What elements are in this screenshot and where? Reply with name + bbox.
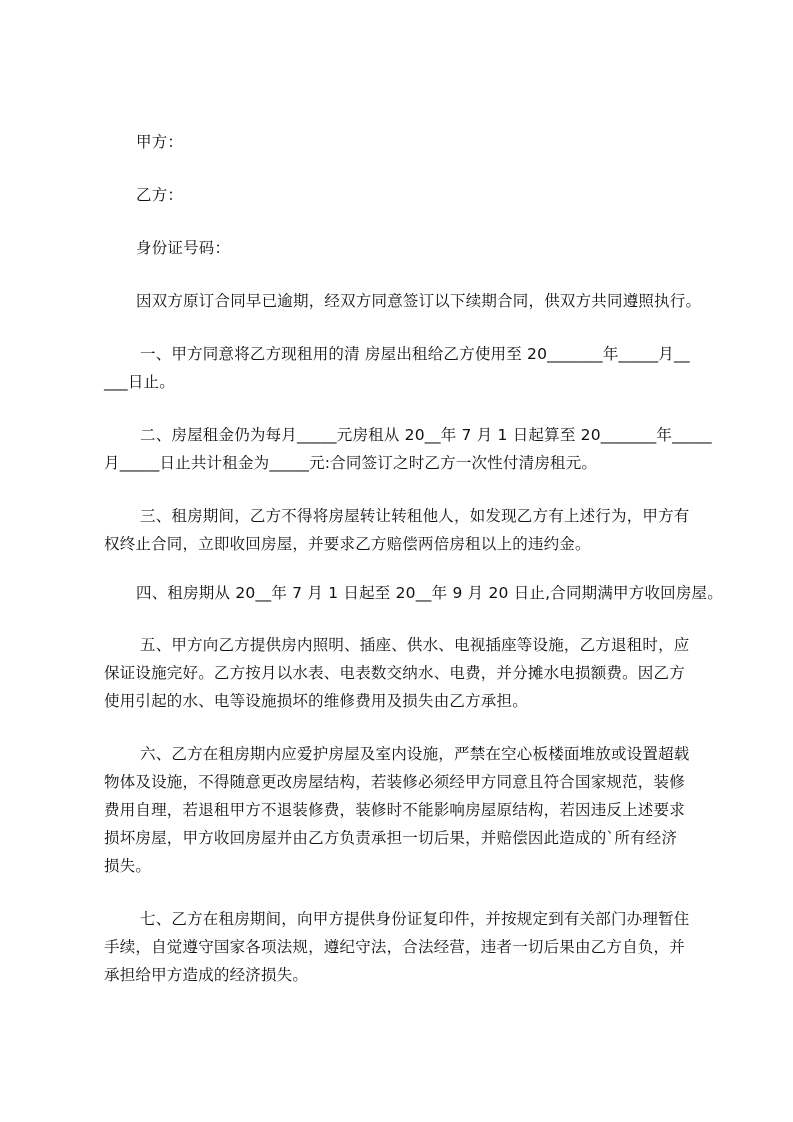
clause-6-line-3: 费用自理，若退租甲方不退装修费，装修时不能影响房屋原结构，若因违反上述要求	[104, 801, 685, 819]
clause-6-line-1: 六、乙方在租房期内应爱护房屋及室内设施，严禁在空心板楼面堆放或设置超载	[140, 745, 690, 763]
clause-1-line-2: ___日止。	[104, 373, 175, 391]
clause-1-line-1: 一、甲方同意将乙方现租用的清 房屋出租给乙方使用至 20_______年_____月__	[140, 345, 690, 363]
clause-6-line-2: 物体及设施，不得随意更改房屋结构，若装修必须经甲方同意且符合国家规范，装修	[104, 773, 685, 791]
clause-7-line-3: 承担给甲方造成的经济损失。	[104, 966, 309, 984]
clause-3-line-1: 三、租房期间，乙方不得将房屋转让转租他人，如发现乙方有上述行为，甲方有	[140, 507, 690, 525]
clause-7-line-1: 七、乙方在租房期间，向甲方提供身份证复印件，并按规定到有关部门办理暂住	[140, 910, 690, 928]
clause-2-line-1: 二、房屋租金仍为每月_____元房租从 20__年 7 月 1 日起算至 20_______年_____	[140, 426, 712, 444]
clause-5-line-2: 保证设施完好。乙方按月以水表、电表数交纳水、电费，并分摊水电损额费。因乙方	[104, 664, 685, 682]
clause-6-line-5: 损失。	[104, 857, 152, 875]
clause-5-line-3: 使用引起的水、电等设施损坏的维修费用及损失由乙方承担。	[104, 692, 528, 710]
clause-2-line-2: 月_____日止共计租金为_____元:合同签订之时乙方一次性付清房租元。	[104, 454, 598, 472]
clause-4-line-1: 四、租房期从 20__年 7 月 1 日起至 20__年 9 月 20 日止,合同期满甲方收回房屋。	[136, 584, 723, 602]
id-number-label: 身份证号码：	[136, 239, 231, 257]
clause-6-line-4: 损坏房屋，甲方收回房屋并由乙方负责承担一切后果，并赔偿因此造成的`所有经济	[104, 829, 678, 847]
clause-7-line-2: 手续，自觉遵守国家各项法规，遵纪守法，合法经营，违者一切后果由乙方自负，并	[104, 938, 685, 956]
party-a-label: 甲方：	[136, 133, 184, 151]
clause-5-line-1: 五、甲方向乙方提供房内照明、插座、供水、电视插座等设施，乙方退租时，应	[140, 636, 690, 654]
intro-paragraph: 因双方原订合同早已逾期，经双方同意签订以下续期合同，供双方共同遵照执行。	[136, 292, 702, 310]
clause-3-line-2: 权终止合同，立即收回房屋，并要求乙方赔偿两倍房租以上的违约金。	[104, 535, 591, 553]
party-b-label: 乙方：	[136, 186, 184, 204]
